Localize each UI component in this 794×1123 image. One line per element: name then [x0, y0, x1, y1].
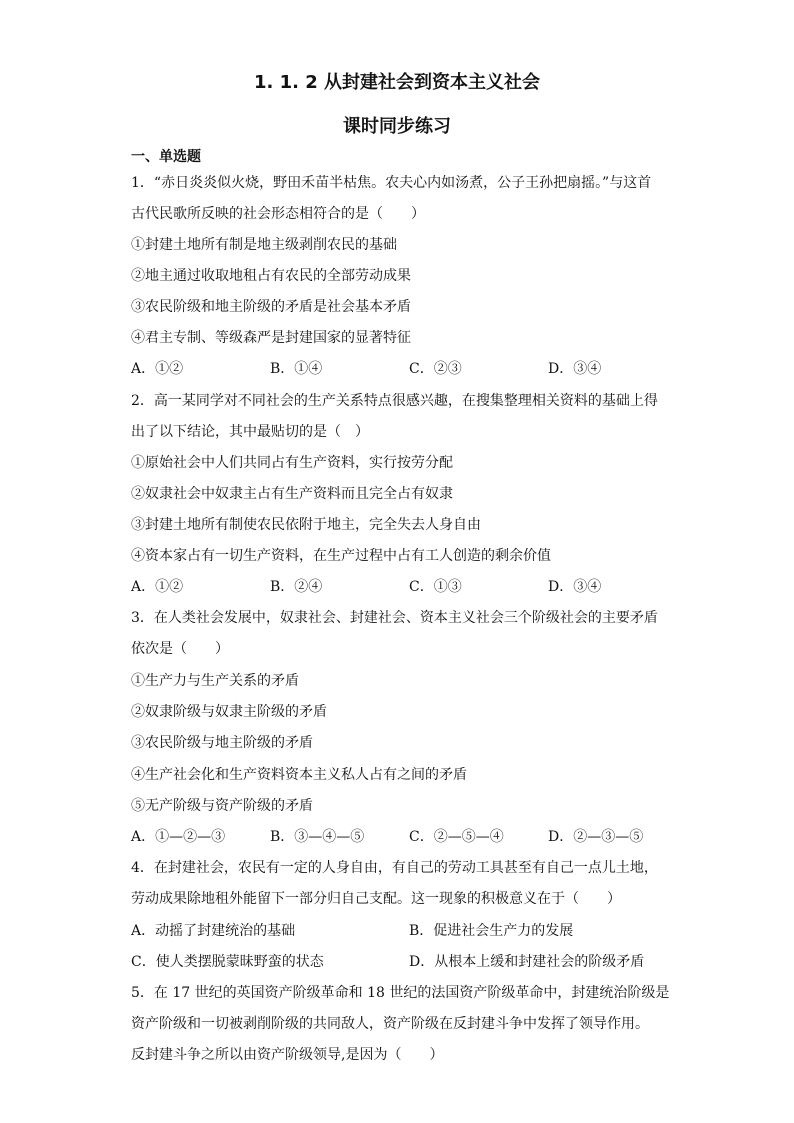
q5-stem-line-3: 反封建斗争之所以由资产阶级领导,是因为（ ） — [131, 1047, 444, 1063]
q5-stem-line-2: 资产阶级和一切被剥削阶级的共同敌人，资产阶级在反封建斗争中发挥了领导作用。 — [131, 1016, 649, 1032]
q3-stem-line-1: 3．在人类社会发展中，奴隶社会、封建社会、资本主义社会三个阶级社会的主要矛盾 — [131, 610, 658, 626]
document-title: 1. 1. 2 从封建社会到资本主义社会 — [253, 72, 541, 93]
q3-item-3: ③农民阶级与地主阶级的矛盾 — [131, 735, 313, 751]
q3-stem-line-2: 依次是（ ） — [131, 641, 229, 657]
q3-item-4: ④生产社会化和生产资料资本主义私人占有之间的矛盾 — [131, 767, 467, 783]
q1-item-1: ①封建土地所有制是地主级剥削农民的基础 — [131, 237, 397, 253]
q2-option-b[interactable]: B．②④ — [270, 579, 323, 595]
q1-option-c[interactable]: C．②③ — [409, 361, 462, 377]
q1-item-4: ④君主专制、等级森严是封建国家的显著特征 — [131, 330, 411, 346]
q4-option-a[interactable]: A．动摇了封建统治的基础 — [131, 923, 296, 939]
q4-option-c[interactable]: C．使人类摆脱蒙昧野蛮的状态 — [131, 954, 324, 970]
q5-stem-line-1: 5．在 17 世纪的英国资产阶级革命和 18 世纪的法国资产阶级革命中，封建统治阶级是 — [131, 985, 670, 1001]
q3-item-5: ⑤无产阶级与资产阶级的矛盾 — [131, 798, 313, 814]
q2-option-d[interactable]: D．③④ — [548, 579, 602, 595]
q3-item-2: ②奴隶阶级与奴隶主阶级的矛盾 — [131, 704, 327, 720]
q1-stem-line-1: 1．“赤日炎炎似火烧，野田禾苗半枯焦。农夫心内如汤煮，公子王孙把扇摇。”与这首 — [131, 175, 652, 191]
q3-option-c[interactable]: C．②—⑤—④ — [409, 829, 504, 845]
q3-option-d[interactable]: D．②—③—⑤ — [548, 829, 644, 845]
q2-item-4: ④资本家占有一切生产资料，在生产过程中占有工人创造的剩余价值 — [131, 548, 551, 564]
q2-item-2: ②奴隶社会中奴隶主占有生产资料而且完全占有奴隶 — [131, 486, 453, 502]
q4-option-b[interactable]: B．促进社会生产力的发展 — [409, 923, 574, 939]
q2-option-c[interactable]: C．①③ — [409, 579, 462, 595]
q1-option-b[interactable]: B．①④ — [270, 361, 323, 377]
q2-stem-line-1: 2．高一某同学对不同社会的生产关系特点很感兴趣，在搜集整理相关资料的基础上得 — [131, 393, 658, 409]
q1-stem-line-2: 古代民歌所反映的社会形态相符合的是（ ） — [131, 206, 425, 222]
q3-option-b[interactable]: B．③—④—⑤ — [270, 829, 365, 845]
q1-option-d[interactable]: D．③④ — [548, 361, 602, 377]
q4-stem-line-2: 劳动成果除地租外能留下一部分归自己支配。这一现象的积极意义在于（ ） — [131, 891, 621, 907]
document-subtitle: 课时同步练习 — [343, 116, 451, 137]
q1-item-3: ③农民阶级和地主阶级的矛盾是社会基本矛盾 — [131, 299, 411, 315]
q2-item-3: ③封建土地所有制使农民依附于地主，完全失去人身自由 — [131, 517, 481, 533]
section-heading: 一、单选题 — [131, 149, 201, 165]
q2-item-1: ①原始社会中人们共同占有生产资料，实行按劳分配 — [131, 455, 453, 471]
q1-item-2: ②地主通过收取地租占有农民的全部劳动成果 — [131, 268, 411, 284]
q3-option-a[interactable]: A．①—②—③ — [131, 829, 226, 845]
q3-item-1: ①生产力与生产关系的矛盾 — [131, 673, 299, 689]
q2-option-a[interactable]: A．①② — [131, 579, 184, 595]
q4-stem-line-1: 4．在封建社会，农民有一定的人身自由，有自己的劳动工具甚至有自己一点儿土地， — [131, 860, 658, 876]
q2-stem-line-2: 出了以下结论，其中最贴切的是（ ） — [131, 424, 369, 440]
q1-option-a[interactable]: A．①② — [131, 361, 184, 377]
q4-option-d[interactable]: D．从根本上缓和封建社会的阶级矛盾 — [409, 954, 645, 970]
